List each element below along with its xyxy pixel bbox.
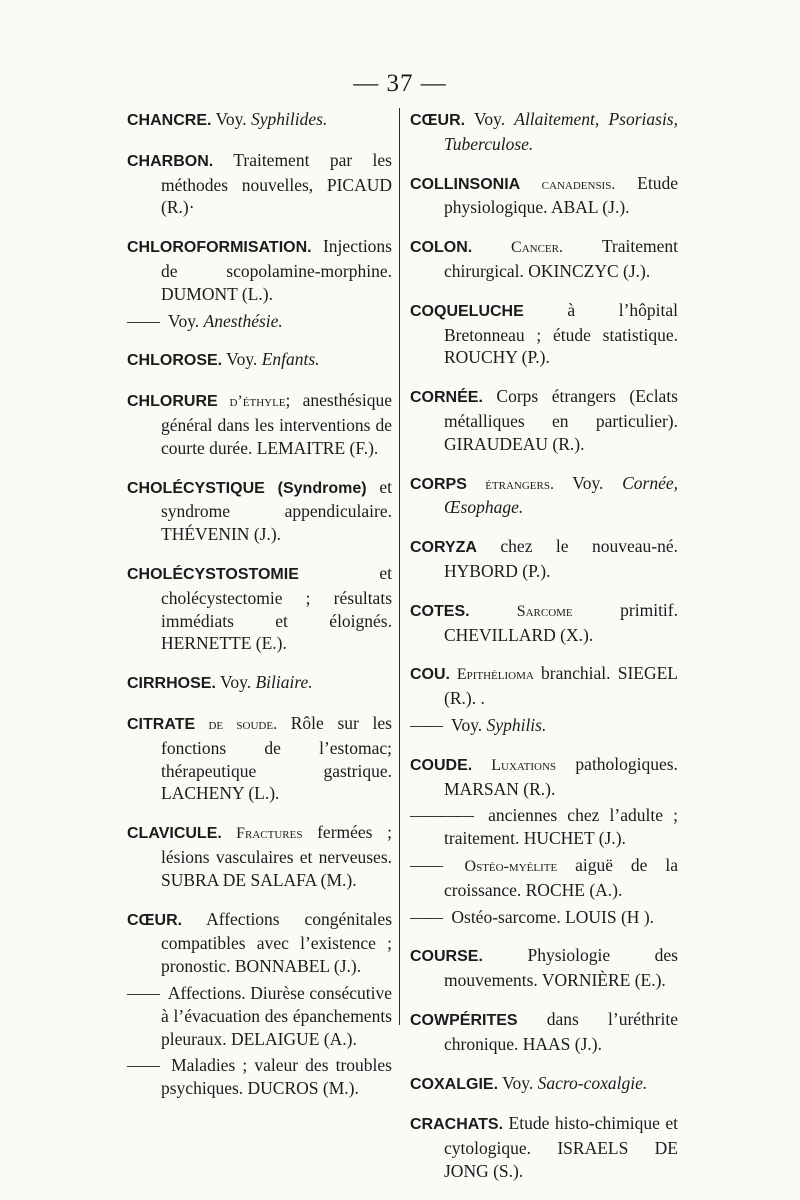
entry-heading: CHLOROSE.	[127, 352, 223, 370]
index-entry	[410, 854, 678, 902]
entry-heading: COTES.	[410, 602, 470, 620]
entry-text: Voy.	[553, 472, 623, 493]
entry-subheading: Sarcome	[469, 602, 573, 620]
entry-text: Traitement chirurgical. OKINCZYC (J.).	[444, 236, 679, 281]
entry-dash: ————	[410, 805, 472, 826]
entry-text: dans l’uréthrite chronique. HAAS (J.).	[444, 1008, 678, 1054]
entry-reference: Biliaire.	[255, 672, 313, 693]
entry-reference: Allaitement, Psoriasis, Tuberculose.	[444, 109, 678, 154]
entry-dash: ——	[410, 714, 441, 735]
entry-text: Voy.	[211, 109, 252, 129]
entry-text: Voy.	[498, 1072, 538, 1093]
index-entry	[410, 1008, 678, 1056]
index-entry	[410, 804, 678, 850]
entry-text: primitif. CHEVILLARD (X.).	[444, 599, 678, 645]
index-entry	[410, 714, 678, 737]
index-entry	[410, 1112, 678, 1182]
entry-reference: Sacro-coxalgie.	[537, 1072, 648, 1093]
index-entry	[127, 1054, 392, 1100]
index-entry	[410, 108, 678, 156]
entry-heading: COUDE.	[410, 756, 473, 774]
index-entry	[127, 348, 392, 373]
entry-reference: Cornée, Œsophage.	[444, 472, 678, 518]
entry-heading: CITRATE	[127, 715, 196, 733]
entry-heading: CORNÉE.	[410, 389, 483, 407]
entry-dash: ——	[127, 982, 158, 1003]
entry-heading: COURSE.	[410, 948, 483, 966]
entry-subheading: d’éthyle	[217, 393, 286, 411]
index-entry	[410, 299, 678, 369]
entry-text: Voy.	[222, 349, 262, 370]
entry-heading: CŒUR.	[127, 911, 183, 929]
index-entry	[410, 472, 678, 520]
entry-text: anciennes chez l’adulte ; traitement. HUCHET (J.).	[444, 805, 678, 849]
entry-heading: COU.	[410, 666, 450, 684]
entry-dash: ——	[410, 854, 441, 875]
entry-subheading: canadensis.	[520, 175, 616, 193]
entry-heading: COWPÉRITES	[410, 1011, 518, 1029]
index-entry	[127, 671, 392, 696]
index-entry	[410, 235, 678, 283]
column-divider	[399, 108, 400, 1025]
entry-text: Rôle sur les fonctions de l’estomac; thérapeutique gastrique. LACHENY (L.).	[161, 712, 392, 804]
entry-heading: CORYZA	[410, 539, 477, 557]
index-entry	[410, 944, 678, 992]
entry-text: branchial. SIEGEL (R.). .	[444, 663, 678, 709]
entry-subheading: Luxations	[472, 756, 557, 774]
entry-heading: CHARBON.	[127, 152, 214, 170]
entry-text: Affections congénitales compatibles avec l’existence ; pronostic. BONNABEL (J.).	[161, 908, 392, 977]
entry-dash: ——	[410, 906, 441, 927]
entry-dash: ——	[127, 310, 158, 331]
entry-reference: Anesthésie.	[203, 310, 283, 331]
entry-subheading: Ostéo-myélite	[447, 857, 558, 875]
entry-heading: COLON.	[410, 239, 473, 257]
entry-subheading: Fractures	[221, 825, 303, 843]
right-column	[410, 108, 678, 1199]
entry-heading: CHOLÉCYSTIQUE (Syndrome)	[127, 479, 367, 497]
index-entry	[127, 235, 392, 305]
entry-reference: Syphilides.	[251, 109, 328, 129]
entry-heading: CŒUR.	[410, 112, 466, 129]
page-number: — 37 —	[353, 70, 447, 97]
entry-heading: COXALGIE.	[410, 1075, 499, 1093]
index-entry	[127, 476, 392, 546]
index-entry	[127, 108, 392, 133]
entry-heading: CHLOROFORMISATION.	[127, 239, 312, 257]
index-entry	[410, 172, 678, 220]
index-entry	[410, 753, 678, 801]
index-entry	[410, 599, 678, 647]
entry-text: à l’hôpital Bretonneau ; étude statistique. ROUCHY (P.).	[444, 299, 678, 368]
entry-text: Ostéo-sarcome. LOUIS (H ).	[447, 906, 655, 927]
left-column	[127, 108, 392, 1116]
index-entry	[127, 310, 392, 333]
index-entry	[410, 385, 678, 455]
index-entry	[127, 149, 392, 219]
entry-dash: ——	[127, 1055, 158, 1076]
entry-subheading: Cancer.	[472, 239, 563, 257]
entry-text: Voy.	[215, 672, 256, 693]
entry-heading: COQUELUCHE	[410, 302, 524, 320]
index-entry	[410, 535, 678, 583]
index-entry	[127, 562, 392, 655]
entry-text: Traitement par les méthodes nouvelles, PICAUD (R.)·	[161, 149, 392, 218]
entry-text: Physiologie des mouvements. VORNIÈRE (E.).	[444, 945, 678, 991]
entry-text: et cholécystectomie ; résultats immédiats et éloignés. HERNETTE (E.).	[161, 562, 392, 654]
entry-text: Affections. Diurèse consécutive à l’évacuation des épanchements pleuraux. DELAIGUE (A.).	[161, 982, 392, 1049]
entry-text: Maladies ; valeur des troubles psychiques. DUCROS (M.).	[161, 1055, 392, 1099]
entry-reference: Syphilis.	[486, 714, 547, 735]
entry-text: fermées ; lésions vasculaires et nerveuses. SUBRA DE SALAFA (M.).	[161, 822, 392, 890]
entry-text: Voy.	[465, 109, 515, 129]
index-entry	[410, 1072, 678, 1097]
index-entry	[127, 712, 392, 805]
index-entry	[410, 662, 678, 710]
entry-text: ; anesthésique général dans les interventions de courte durée. LEMAITRE (F.).	[161, 390, 392, 458]
entry-heading: CHOLÉCYSTOSTOMIE	[127, 565, 299, 583]
index-entry	[127, 982, 392, 1050]
entry-heading: CHLORURE	[127, 393, 218, 411]
entry-text: pathologiques. MARSAN (R.).	[444, 753, 678, 799]
entry-heading: CORPS	[410, 475, 467, 493]
entry-heading: CRACHATS.	[410, 1116, 504, 1134]
entry-heading: CLAVICULE.	[127, 825, 222, 843]
entry-text: Etude histo-chimique et cytologique. ISRAELS DE JONG (S.).	[444, 1113, 678, 1181]
entry-text: aiguë de la croissance. ROCHE (A.).	[444, 854, 679, 900]
index-entry	[410, 906, 678, 929]
entry-text: chez le nouveau-né. HYBORD (P.).	[444, 536, 678, 581]
entry-heading: COLLINSONIA	[410, 175, 521, 193]
entry-text: et syndrome appendiculaire. THÉVENIN (J.).	[161, 476, 392, 545]
entry-text: Etude physiologique. ABAL (J.).	[444, 172, 678, 218]
index-entry	[127, 821, 392, 891]
entry-subheading: Epithélioma	[450, 666, 534, 684]
index-entry	[127, 908, 392, 978]
entry-text: Voy.	[164, 310, 204, 331]
entry-heading: CIRRHOSE.	[127, 675, 216, 693]
entry-reference: Enfants.	[261, 349, 320, 370]
entry-subheading: étrangers.	[466, 475, 554, 493]
entry-heading: CHANCRE.	[127, 112, 212, 129]
entry-subheading: de soude.	[195, 715, 278, 733]
entry-text: Voy.	[447, 714, 487, 735]
index-entry	[127, 389, 392, 459]
entry-text: Corps étrangers (Eclats métalliques en particulier). GIRAUDEAU (R.).	[444, 386, 678, 454]
entry-text: Injections de scopolamine-morphine. DUMONT (L.).	[161, 236, 392, 304]
